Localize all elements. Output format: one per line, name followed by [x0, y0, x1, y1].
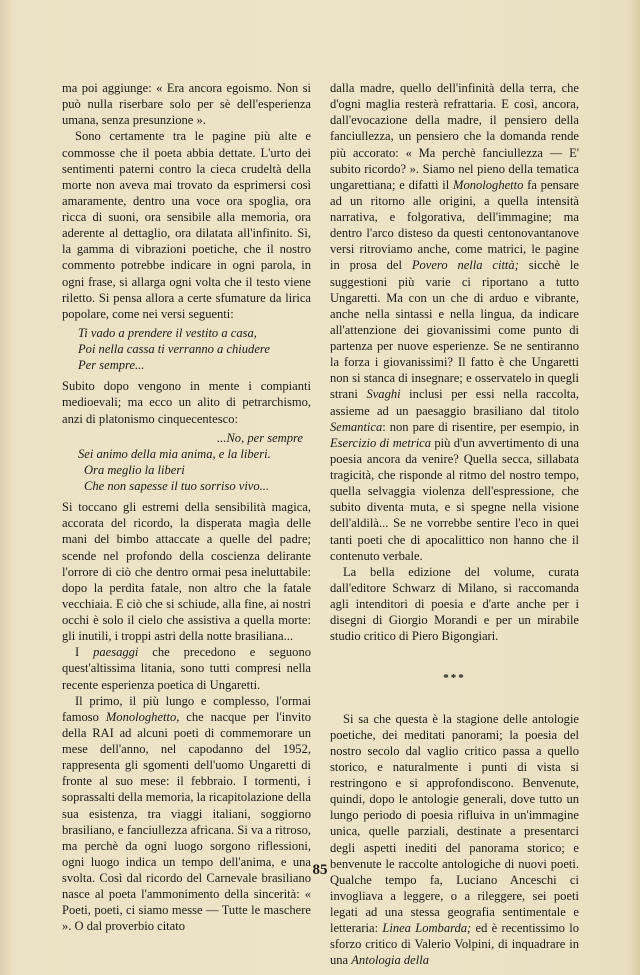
title-emphasis: Svaghi — [366, 387, 401, 402]
title-emphasis: Povero nella città; — [411, 258, 519, 273]
verse-line: Poi nella cassa ti verranno a chiudere — [78, 342, 270, 356]
paragraph: Il primo, il più lungo e complesso, l'ormai famoso Monologhetto, che nacque per l'invito della RAI ad alcuni poeti di commemorare un mese dell'anno, nel capodanno del 1952, rappresenta gli sgomenti dell'uomo Ungaretti di fronte al suo mese: il febbraio. I tormenti, i soprassalti della memoria, la ricapitolazione della sua esistenza, tra viaggi italiani, soggiorno brasiliano, e fanciullezza africana. Si va a ritroso, ma perchè da ogni luogo sorgono riflessioni, ogni luogo indica un tempo dell'anima, e una svolta. Così dal ricordo del Carnevale brasiliano nasce al poeta l'ammonimento della sincerità: « Poeti, poeti, ci siamo messe — Tutte le maschere ». O dal proverbio citato — [62, 693, 312, 934]
paragraph: La bella edizione del volume, curata dall'editore Schwarz di Milano, si raccomanda agli intenditori di poesia e d'arte anche per i disegni di Giorgio Morandi e per un mirabile studio critico di Piero Bigongiari. — [330, 564, 579, 644]
verse-line: ...No, per sempre — [217, 430, 303, 445]
paragraph: Subito dopo vengono in mente i compianti medioevali; ma ecco un alito di petrarchismo, anzi di platonismo cinquecentesco: — [62, 379, 311, 426]
title-emphasis: Esercizio di metrica — [330, 435, 432, 450]
title-emphasis: Monologhetto — [453, 177, 524, 192]
verse-line: Ti vado a prendere il vestito a casa, — [78, 325, 257, 340]
paragraph: Si toccano gli estremi della sensibilità magica, accorata del ricordo, la disperata magìa delle mani del bimbo attaccate a quelle del padre; scende nel profondo della coscienza delirante l'orrore di ciò che dentro ormai pesa ineluttabile: dopo la perdita fatale, non altro che la fatale vecchiaia. E ciò che si schiude, alla fine, ai nostri occhi è solo il cielo che assistiva a quella morte: gli inutili, i troppi astri della notte brasiliana... — [62, 500, 311, 644]
verse-quote — [62, 325, 311, 373]
verse-quote — [62, 430, 311, 495]
verse-line: Ora meglio la liberi — [84, 462, 185, 477]
right-column — [330, 80, 579, 969]
paragraph: ma poi aggiunge: « Era ancora egoismo. Non si può nulla riserbare solo per sè dell'esperienza umana, senza presunzione ». — [62, 81, 311, 128]
paragraph: I paesaggi che precedono e seguono quest'altissima litania, sono tutti compresi nella recente esperienza poetica di Ungaretti. — [62, 645, 311, 692]
title-emphasis: paesaggi — [93, 645, 139, 660]
left-column — [62, 80, 311, 935]
title-emphasis: Antologia della — [351, 953, 429, 968]
paragraph: Si sa che questa è la stagione delle antologie poetiche, dei meditati panorami; la poesia del nostro secolo dal vaglio critico passa a quello storico, e naturalmente i punti di vista si restringono e si approfondiscono. Benvenute, quindi, dopo le antologie generali, dove tutto un lungo periodo di poesia rifluiva in un'immagine unica, quelle parziali, destinate a presentarci degli aspetti inediti del panorama storico; e benvenute le raccolte antologiche di nuovi poeti. Qualche tempo fa, Luciano Anceschi ci invogliava a leggere, o a rileggere, sei poeti legati ad una stessa geografia sentimentale e letteraria: Linea Lombarda; ed è recentissimo lo sforzo critico di Valerio Volpini, di inquadrare in una Antologia della — [330, 711, 579, 968]
verse-line: Per sempre... — [78, 358, 145, 373]
paragraph: Sono certamente tra le pagine più alte e commosse che il poeta abbia dettate. L'urto dei sentimenti paterni contro la cieca crudeltà della morte non aveva mai trovato da esprimersi così amaramente, dentro una voce ora spoglia, ora ricca di suoni, ora sensibile alla memoria, ora aderente al dettaglio, ora dilatata all'infinito. Sì, la gamma di vibrazioni poetiche, che il nostro commento potrebbe indicare in ogni parola, in ogni frase, si allarga ogni volta che il testo viene riletto. Si pensa allora a certe sfumature da lirica popolare, come nei versi seguenti: — [62, 129, 311, 321]
verse-line: Sei animo della mia anima, e la liberi. — [78, 446, 271, 461]
section-separator: *** — [443, 672, 466, 685]
title-emphasis: Linea Lombarda; — [382, 921, 472, 936]
paragraph: dalla madre, quello dell'infinità della terra, che d'ogni maglia resterà refrattaria. E così, ancora, dall'evocazione della madre, il pensiero della fanciullezza, un pensiero che la domanda rende più accorato: « Ma perchè fanciullezza — E' subito ricordo? ». Siamo nel pieno della tematica ungarettiana; e difatti il Monologhetto fa pensare ad un ritorno alle origini, a quella intensità narrativa, e folgorativa, dell'immagine; ma dentro l'arco disteso da questi centonovantanove versi ritroviamo anche, come matrici, le pagine in prosa del Povero nella città; sicchè le suggestioni più varie ci riportano a tutto Ungaretti. Ma con un che di arduo e vibrante, anche nella sintassi e nella lingua, da indicare all'attenzione dei giovanissimi come punto di partenza per nuove esperienze. Se ne sentiranno la forza i giovanissimi? Il fatto è che Ungaretti non si stanca di insegnare; e osservatelo in quegli strani Svaghi inclusi per essi nella raccolta, assieme ad un paesaggio brasiliano dal titolo Semantica: non pare di risentire, per esempio, in Esercizio di metrica più d'un avvertimento di una poesia ancora da venire? Quella secca, sillabata tragicità, che risponde al ritmo del nostro tempo, quella selvaggia violenza dell'espressione, che subito diventa muta, e si spegne nella visione dell'aldilà... Se ne vorrebbe sentire l'eco in quei tanti poeti che di apocalittico non hanno che il contenuto verbale. — [330, 81, 579, 563]
title-emphasis: Monologhetto, — [105, 709, 180, 724]
page-number: 85 — [312, 862, 328, 878]
title-emphasis: Semantica — [330, 419, 383, 434]
verse-line: Che non sapesse il tuo sorriso vivo... — [84, 479, 270, 493]
